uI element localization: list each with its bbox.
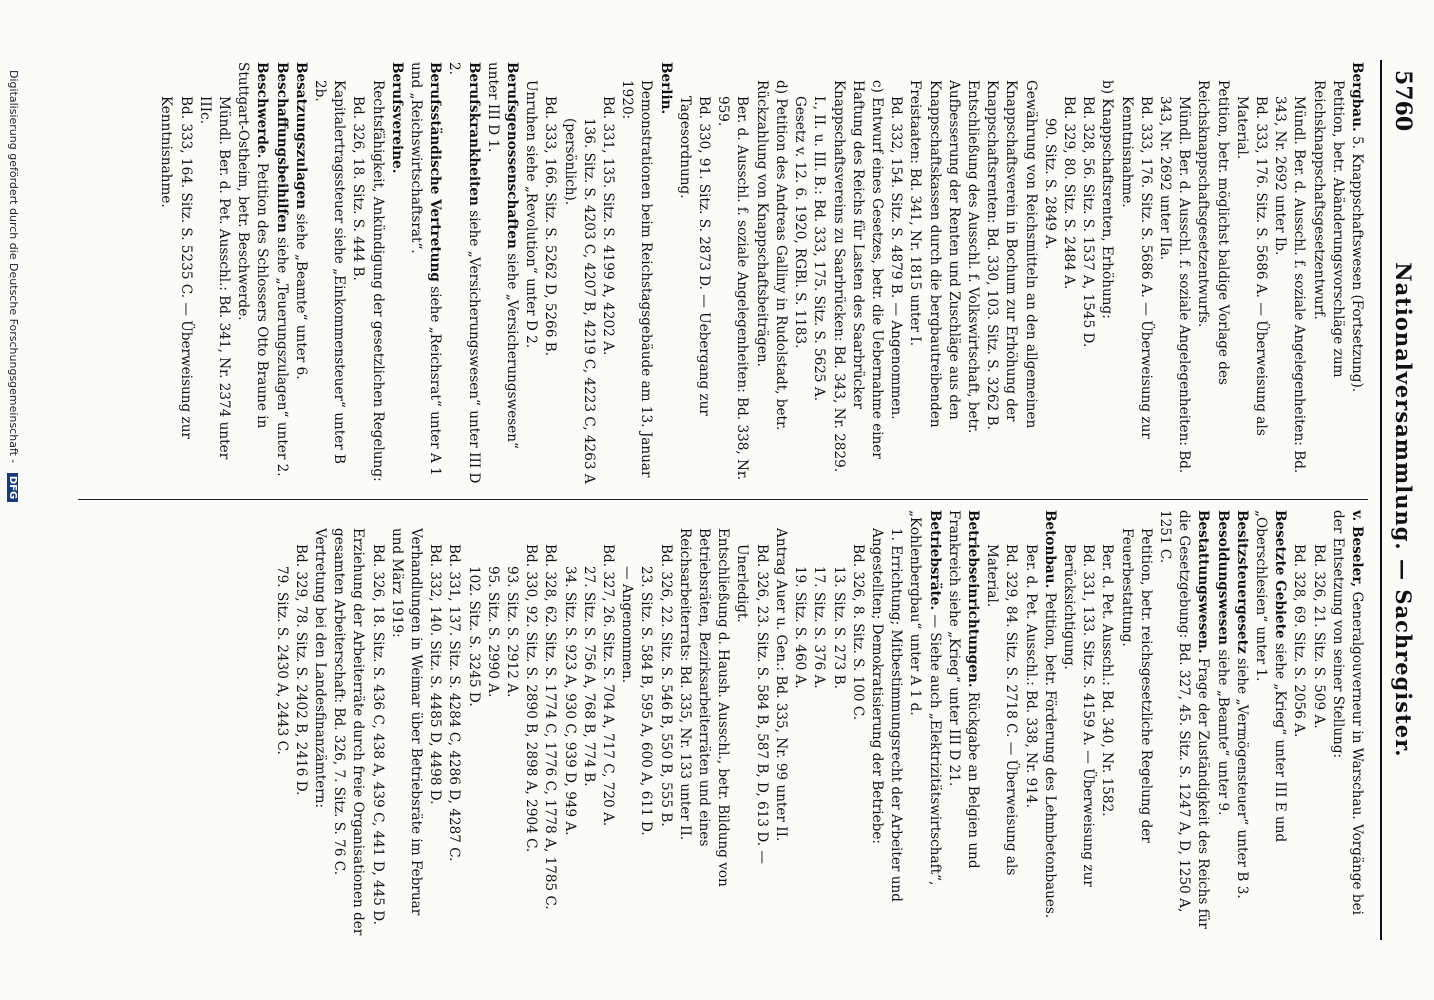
sub-entry: 27. Sitz. S. 756 A, 768 B, 774 B.: [580, 566, 597, 787]
entry-text: Rückgabe an Belgien und Frankreich siehe „Krieg“ unter III D 21.: [945, 510, 981, 869]
footer-text: Digitalisierung gefördert durch die Deutsche Forschungsgemeinschaft -: [7, 70, 20, 464]
sub-entry: Bd. 333, 176. Sitz. S. 5686 A. — Überweisung zur Kenntnisnahme.: [1118, 96, 1154, 439]
index-entry: [1155, 510, 1213, 940]
entry-text: siehe „Versicherungswesen“ unter III D 1.: [484, 62, 521, 449]
sub-entry: Bd. 330, 91. Sitz. S. 2873 D. — Uebergang zur Tagesordnung.: [676, 96, 713, 416]
entry-heading: Besatzungszulagen: [292, 62, 309, 210]
sub-entry: 79. Sitz. S. 2430 A, 2443 C.: [273, 566, 290, 755]
sub-entry: Vertretung bei den Landesfinanzämtern:: [312, 528, 329, 809]
sub-entry: 34. Sitz. S. 923 A, 930 C, 939 D, 949 A.: [561, 566, 578, 836]
index-entry: [655, 62, 674, 490]
sub-entry: Bd. 326, 23. Sitz. S. 584 B, 587 B, D, 613 D. — Unerledigt.: [734, 544, 770, 865]
entry-text: Petition des Schlossers Otto Braune in Stuttgart-Ostheim, betr. Beschwerde.: [235, 62, 271, 429]
sub-entry: Ber. d. Pet. Ausschl.: Bd. 340, Nr. 1582.: [1099, 544, 1116, 817]
entry-text: Generalgouverneur in Warschau. Vorgänge bei der Entsetzung von seiner Stellung:: [1329, 510, 1365, 916]
entry-heading: Besetzte Gebiete: [1272, 510, 1289, 639]
sub-entry: Bd. 326, 18. Sitz. S. 444 B.: [350, 96, 367, 281]
entry-text: siehe „Vermögensteuer“ unter B 3.: [1233, 658, 1250, 899]
sub-entry: Bd. 330, 92. Sitz. S. 2890 B, 2898 A, 2904 C.: [523, 544, 540, 853]
page-number: 5760: [1390, 70, 1416, 132]
sub-entry: Bd. 331, 135. Sitz. S. 4199 A, 4202 A.: [600, 96, 617, 356]
entry-text: Frage der Zuständigkeit des Reichs für die Gesetzgebung: Bd. 327, 45. Sitz. S. 1247 A, D, 1250 A, 1251 C.: [1156, 510, 1212, 929]
index-entry: [1347, 62, 1366, 490]
sub-entry: Bd. 326, 8. Sitz. S. 100 C.: [849, 544, 866, 721]
index-entry: [483, 62, 521, 490]
index-entry: [1232, 510, 1251, 940]
index-entry: [1040, 510, 1059, 940]
entry-text: siehe „Beamte“ unter 6.: [292, 213, 309, 380]
sub-entry: Petition, betr. Abänderungsvorschläge zum Reichsknappschaftsgesetzentwurf.: [1310, 80, 1346, 378]
sub-entry: Petition, betr. möglichst baldige Vorlage des Reichsknappschaftsgesetzentwurfs.: [1195, 80, 1231, 386]
entry-heading: Berufsvereine.: [388, 62, 405, 174]
entry-text: — Siehe auch „Elektrizitätswirtschaft“, „Kohlenbergbau“ unter A 1 d.: [907, 510, 943, 886]
sub-entry: Demonstrationen beim Reichstagsgebäude am 13. Januar 1920:: [619, 80, 655, 478]
index-entry: [1212, 510, 1231, 940]
sub-entry: 1. Errichtung; Mitbestimmungsrecht der Arbeiter und Angestellten; Demokratisierung der Betriebe:: [868, 528, 905, 902]
index-entry: [1251, 510, 1289, 940]
entry-heading: Besitzsteuergesetz: [1233, 510, 1250, 654]
entry-heading: Berufsständische Vertretung: [427, 62, 444, 282]
index-entry: [944, 510, 982, 940]
sub-entry: Gewährung von Reichsmitteln an den allgemeinen Knappschaftsverein in Bochum zur Erhöhung der Knappschaftsrenten: Bd. 330, 103. Sitz. S. 3262 B.: [984, 80, 1039, 430]
header-rule: [1380, 60, 1382, 940]
entry-heading: Betriebsräte.: [926, 510, 943, 611]
entry-heading: v. Beseler,: [1349, 510, 1365, 588]
entry-heading: Betriebseinrichtungen.: [964, 510, 981, 688]
sub-entry: 93. Sitz. S. 2912 A.: [504, 566, 521, 698]
sub-entry: Unruhen siehe „Revolution“ unter D 2.: [523, 80, 540, 349]
sub-entry: Bd. 328, 62. Sitz. S. 1774 C, 1776 C, 1778 A, 1785 C.: [542, 544, 559, 910]
sub-entry: Mündl. Ber. d. Ausschl. f. soziale Angelegenheiten: Bd. 343, Nr. 2692 unter Ib.: [1272, 96, 1308, 474]
sub-entry: Rechtsfähigkeit, Ankündigung der gesetzlichen Regelung:: [369, 80, 386, 482]
sub-entry: Bd. 326, 18. Sitz. S. 436 C, 438 A, 439 C, 441 D, 445 D.: [369, 544, 386, 925]
index-entry: [905, 510, 943, 940]
sub-entry: 17. Sitz. S. 376 A.: [811, 566, 828, 689]
sub-entry: I., II. u. III. B.: Bd. 333, 175. Sitz. S. 5625 A.: [811, 96, 828, 402]
sub-entry: b) Knappschaftsrenten, Erhöhung:: [1099, 80, 1116, 319]
sub-entry: 102. Sitz. S. 3245 D.: [465, 566, 482, 707]
sub-entry: Bd. 332, 140. Sitz. S. 4485 D, 4498 D.: [427, 544, 444, 805]
dfg-logo: DFG: [7, 473, 18, 502]
sub-entry: Bd. 327, 26. Sitz. S. 704 A, 717 C, 720 A.: [600, 544, 617, 827]
left-column: [76, 62, 1366, 490]
sub-entry: Mündl. Ber. d. Pet. Ausschl.: Bd. 341, Nr. 2374 unter IIIc.: [196, 96, 233, 460]
entry-heading: Berufsgenossenschaften: [504, 62, 521, 249]
sub-entry: Mündl. Ber. d. Ausschl. f. soziale Angelegenheiten: Bd. 343, Nr. 2692 unter IIa.: [1156, 96, 1193, 474]
sub-entry: Bd. 333, 166. Sitz. S. 5262 D, 5266 B.: [542, 96, 559, 357]
sub-entry: Verhandlungen in Weimar über Betriebsräte im Februar und März 1919:: [388, 528, 425, 916]
entry-text: Petition, betr. Förderung des Lehmbetonbaues.: [1041, 592, 1058, 919]
sub-entry: d) Petition des Andreas Galliny in Rudolstadt, betr. Rückzahlung von Knappschaftsbeiträgen.: [753, 80, 789, 431]
sub-entry: Bd. 329, 84. Sitz. S. 2718 C. — Überweisung als Material.: [984, 544, 1020, 876]
entry-heading: Bergbau.: [1349, 62, 1365, 132]
index-entry: [271, 62, 290, 490]
entry-heading: Beschaffungsbeihilfen: [273, 62, 290, 233]
entry-heading: Besoldungswesen: [1214, 510, 1231, 645]
sub-entry: Erziehung der Arbeiterräte durch freie Organisationen der gesamten Arbeiterschaft: Bd. 326, 7. Sitz. S. 76 C.: [331, 528, 367, 936]
entry-heading: Betonbau.: [1041, 510, 1058, 589]
right-column: [76, 510, 1366, 940]
sub-entry: Bd. 333, 176. Sitz. S. 5686 A. — Überweisung als Material.: [1233, 96, 1269, 436]
sub-entry: Bd. 326, 22. Sitz. S. 546 B, 550 B, 555 B.: [657, 544, 674, 827]
sub-entry: Petition, betr. reichsgesetzliche Regelung der Feuerbestattung.: [1118, 528, 1154, 843]
column-divider: [78, 499, 1368, 500]
entry-text: siehe „Teuerungszulagen“ unter 2.: [273, 237, 290, 477]
index-entry: [444, 62, 482, 490]
sub-entry: Bd. 329, 78. Sitz. S. 2402 B, 2416 D.: [292, 544, 309, 796]
entry-heading: Berlin.: [657, 62, 674, 115]
sub-entry: 136. Sitz. S. 4203 C, 4207 B, 4219 C, 4223 C, 4263 A (persönlich).: [561, 118, 597, 484]
sub-entry: Antrag Auer u. Gen.: Bd. 335, Nr. 99 unter II.: [772, 528, 789, 842]
sub-entry: Bd. 331, 133. Sitz. S. 4159 A. — Überweisung zur Berücksichtigung.: [1060, 544, 1097, 887]
entry-text: siehe „Reichsrat“ unter A 1 und „Reichswirtschaftsrat“.: [408, 62, 444, 476]
sub-entry: 19. Sitz. S. 460 A.: [792, 566, 809, 689]
sub-entry: Bd. 328, 56. Sitz. S. 1537 A, 1545 D.: [1080, 96, 1097, 348]
index-entry: [233, 62, 271, 490]
sub-entry: Entschließung d. Haush. Ausschl., betr. Bildung von Betriebsräten, Bezirksarbeiterräten und eines Reichsarbeiterrats: Bd. 335, Nr. 133 unter II.: [676, 528, 732, 887]
sub-entry: 23. Sitz. S. 584 B, 595 A, 600 A, 611 D.: [638, 566, 655, 836]
entry-heading: Bestattungswesen.: [1195, 510, 1212, 654]
entry-text: 5. Knappschaftswesen (Fortsetzung).: [1349, 136, 1365, 393]
sub-entry: — Angenommen.: [619, 566, 636, 684]
sub-entry: Gesetz v. 12. 6. 1920, RGBl. S. 1183.: [792, 96, 809, 349]
index-entry: [387, 62, 406, 490]
sub-entry: Kapitalertragssteuer siehe „Einkommensteuer“ unter B 2b.: [312, 80, 348, 465]
index-entry: [406, 62, 444, 490]
sub-entry: 95. Sitz. S. 2990 A.: [484, 566, 501, 698]
sub-entry: Bd. 328, 69. Sitz. S. 2056 A.: [1291, 544, 1308, 738]
sub-entry: Ber. d. Pet. Ausschl.: Bd. 338, Nr. 914.: [1022, 544, 1039, 808]
sub-entry: Bd. 329, 80. Sitz. S. 2484 A.: [1060, 96, 1077, 290]
entry-text: siehe „Beamte“ unter 9.: [1214, 649, 1231, 816]
index-entry: [1328, 510, 1366, 940]
sub-entry: Bd. 333, 164. Sitz. S. 5235 C. — Überweisung zur Kenntnisnahme.: [158, 96, 194, 439]
page-header: [1374, 0, 1434, 1000]
entry-text: siehe „Versicherungswesen“ unter III D 2.: [446, 62, 482, 484]
sub-entry: 13. Sitz. S. 273 B.: [830, 566, 847, 689]
entry-heading: Berufskrankheiten: [465, 62, 482, 206]
sub-entry: Bd. 331, 137. Sitz. S. 4284 C, 4286 D, 4287 C.: [446, 544, 463, 862]
entry-text: siehe „Krieg“ unter III E und „Oberschlesien“ unter 1.: [1252, 510, 1289, 843]
index-entry: [291, 62, 310, 490]
page-title: Nationalversammlung. — Sachregister.: [1391, 262, 1416, 758]
sub-entry: Ber. d. Ausschl. f. soziale Angelegenheiten: Bd. 338, Nr. 959.: [715, 96, 751, 481]
sub-entry: 90. Sitz. S. 2849 A.: [1041, 118, 1058, 250]
sub-entry: Bd. 332, 154. Sitz. S. 4879 B. — Angenommen.: [888, 96, 905, 420]
entry-heading: Beschwerde.: [254, 62, 271, 159]
footer-credit: [7, 70, 20, 502]
sub-entry: Bd. 326, 21. Sitz. S. 509 A.: [1310, 544, 1327, 729]
sub-entry: Entschließung des Ausschl. f. Volkswirtschaft, betr. Aufbesserung der Renten und Zuschläge aus den Knappschaftskassen durch die bergbautreibenden Freistaaten: Bd. 341, Nr. 1815 unter I.: [907, 80, 981, 434]
sub-entry: c) Entwurf eines Gesetzes, betr. die Uebernahme einer Haftung des Reichs für Lasten des Saarbrücker Knappschaftsvereins zu Saarbrücken: Bd. 343, Nr. 2829.: [830, 80, 885, 473]
